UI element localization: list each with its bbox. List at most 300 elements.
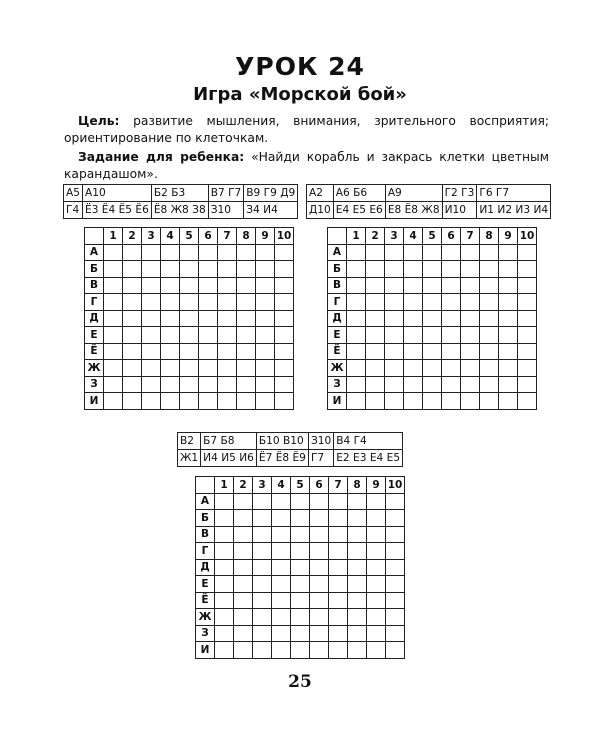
grid-cell[interactable]: [123, 261, 142, 278]
grid-cell[interactable]: [518, 376, 537, 393]
grid-cell[interactable]: [499, 327, 518, 344]
grid-cell[interactable]: [348, 543, 367, 560]
grid-cell[interactable]: [199, 261, 218, 278]
grid-cell[interactable]: [234, 592, 253, 609]
grid-cell[interactable]: [104, 261, 123, 278]
grid-cell[interactable]: [253, 576, 272, 593]
grid-cell[interactable]: [218, 343, 237, 360]
grid-cell[interactable]: [272, 592, 291, 609]
grid-cell[interactable]: [480, 343, 499, 360]
grid-cell[interactable]: [404, 376, 423, 393]
grid-cell[interactable]: [367, 526, 386, 543]
grid-cell[interactable]: [367, 609, 386, 626]
grid-cell[interactable]: [480, 327, 499, 344]
grid-cell[interactable]: [237, 244, 256, 261]
grid-cell[interactable]: [123, 327, 142, 344]
grid-cell[interactable]: [142, 261, 161, 278]
grid-cell[interactable]: [272, 543, 291, 560]
grid-cell[interactable]: [291, 609, 310, 626]
grid-cell[interactable]: [499, 277, 518, 294]
grid-cell[interactable]: [442, 310, 461, 327]
grid-cell[interactable]: [385, 393, 404, 410]
grid-cell[interactable]: [404, 393, 423, 410]
grid-cell[interactable]: [237, 294, 256, 311]
grid-cell[interactable]: [256, 261, 275, 278]
grid-cell[interactable]: [518, 343, 537, 360]
grid-cell[interactable]: [386, 625, 405, 642]
grid-cell[interactable]: [218, 376, 237, 393]
grid-cell[interactable]: [348, 609, 367, 626]
grid-cell[interactable]: [215, 642, 234, 659]
grid-cell[interactable]: [423, 310, 442, 327]
grid-cell[interactable]: [142, 277, 161, 294]
grid-cell[interactable]: [161, 294, 180, 311]
grid-cell[interactable]: [386, 493, 405, 510]
grid-cell[interactable]: [237, 393, 256, 410]
grid-cell[interactable]: [329, 576, 348, 593]
grid-cell[interactable]: [518, 277, 537, 294]
grid-cell[interactable]: [480, 310, 499, 327]
grid-cell[interactable]: [310, 625, 329, 642]
grid-cell[interactable]: [234, 559, 253, 576]
grid-cell[interactable]: [237, 343, 256, 360]
grid-cell[interactable]: [442, 327, 461, 344]
grid-cell[interactable]: [218, 327, 237, 344]
grid-cell[interactable]: [423, 294, 442, 311]
grid-cell[interactable]: [480, 244, 499, 261]
grid-cell[interactable]: [256, 294, 275, 311]
grid-cell[interactable]: [329, 592, 348, 609]
grid-cell[interactable]: [347, 393, 366, 410]
grid-cell[interactable]: [199, 277, 218, 294]
grid-cell[interactable]: [386, 642, 405, 659]
grid-cell[interactable]: [461, 327, 480, 344]
grid-cell[interactable]: [385, 360, 404, 377]
grid-cell[interactable]: [385, 343, 404, 360]
grid-cell[interactable]: [518, 294, 537, 311]
grid-cell[interactable]: [199, 360, 218, 377]
grid-cell[interactable]: [142, 327, 161, 344]
grid-cell[interactable]: [442, 294, 461, 311]
grid-cell[interactable]: [366, 360, 385, 377]
grid-cell[interactable]: [272, 642, 291, 659]
grid-cell[interactable]: [480, 393, 499, 410]
grid-cell[interactable]: [215, 526, 234, 543]
grid-cell[interactable]: [291, 543, 310, 560]
grid-cell[interactable]: [366, 393, 385, 410]
grid-cell[interactable]: [123, 277, 142, 294]
grid-cell[interactable]: [366, 376, 385, 393]
grid-cell[interactable]: [329, 642, 348, 659]
grid-cell[interactable]: [329, 625, 348, 642]
grid-cell[interactable]: [234, 543, 253, 560]
grid-cell[interactable]: [348, 642, 367, 659]
grid-cell[interactable]: [291, 510, 310, 527]
grid-cell[interactable]: [310, 642, 329, 659]
grid-cell[interactable]: [275, 343, 294, 360]
grid-cell[interactable]: [161, 327, 180, 344]
grid-cell[interactable]: [310, 609, 329, 626]
grid-cell[interactable]: [367, 510, 386, 527]
grid-cell[interactable]: [180, 343, 199, 360]
grid-cell[interactable]: [329, 559, 348, 576]
grid-cell[interactable]: [461, 310, 480, 327]
grid-cell[interactable]: [518, 244, 537, 261]
grid-cell[interactable]: [366, 310, 385, 327]
grid-cell[interactable]: [180, 277, 199, 294]
grid-cell[interactable]: [253, 642, 272, 659]
grid-cell[interactable]: [104, 244, 123, 261]
grid-cell[interactable]: [310, 510, 329, 527]
grid-cell[interactable]: [518, 360, 537, 377]
grid-cell[interactable]: [234, 576, 253, 593]
grid-cell[interactable]: [253, 526, 272, 543]
grid-cell[interactable]: [366, 244, 385, 261]
grid-cell[interactable]: [385, 277, 404, 294]
grid-cell[interactable]: [348, 510, 367, 527]
grid-cell[interactable]: [367, 493, 386, 510]
grid-cell[interactable]: [347, 327, 366, 344]
grid-cell[interactable]: [256, 343, 275, 360]
grid-cell[interactable]: [367, 592, 386, 609]
grid-cell[interactable]: [199, 310, 218, 327]
grid-cell[interactable]: [237, 376, 256, 393]
grid-cell[interactable]: [218, 393, 237, 410]
grid-cell[interactable]: [275, 277, 294, 294]
grid-cell[interactable]: [272, 526, 291, 543]
grid-cell[interactable]: [329, 493, 348, 510]
grid-cell[interactable]: [404, 277, 423, 294]
grid-cell[interactable]: [385, 327, 404, 344]
grid-cell[interactable]: [461, 261, 480, 278]
grid-cell[interactable]: [310, 559, 329, 576]
grid-cell[interactable]: [234, 526, 253, 543]
grid-cell[interactable]: [291, 526, 310, 543]
grid-cell[interactable]: [237, 277, 256, 294]
grid-cell[interactable]: [142, 376, 161, 393]
grid-cell[interactable]: [161, 360, 180, 377]
grid-cell[interactable]: [291, 642, 310, 659]
grid-cell[interactable]: [161, 244, 180, 261]
grid-cell[interactable]: [480, 261, 499, 278]
grid-cell[interactable]: [385, 261, 404, 278]
grid-cell[interactable]: [442, 393, 461, 410]
grid-cell[interactable]: [237, 327, 256, 344]
grid-cell[interactable]: [256, 277, 275, 294]
grid-cell[interactable]: [215, 592, 234, 609]
grid-cell[interactable]: [385, 294, 404, 311]
grid-cell[interactable]: [367, 576, 386, 593]
grid-cell[interactable]: [404, 327, 423, 344]
grid-cell[interactable]: [347, 376, 366, 393]
grid-cell[interactable]: [461, 343, 480, 360]
grid-cell[interactable]: [275, 360, 294, 377]
grid-cell[interactable]: [161, 261, 180, 278]
grid-cell[interactable]: [461, 393, 480, 410]
grid-cell[interactable]: [161, 376, 180, 393]
grid-cell[interactable]: [347, 294, 366, 311]
grid-cell[interactable]: [366, 261, 385, 278]
grid-cell[interactable]: [518, 261, 537, 278]
grid-cell[interactable]: [442, 376, 461, 393]
grid-cell[interactable]: [253, 493, 272, 510]
grid-cell[interactable]: [461, 294, 480, 311]
grid-cell[interactable]: [272, 559, 291, 576]
grid-cell[interactable]: [423, 327, 442, 344]
grid-cell[interactable]: [256, 244, 275, 261]
grid-cell[interactable]: [367, 642, 386, 659]
grid-cell[interactable]: [480, 360, 499, 377]
grid-cell[interactable]: [215, 625, 234, 642]
grid-cell[interactable]: [253, 510, 272, 527]
grid-cell[interactable]: [180, 244, 199, 261]
grid-cell[interactable]: [329, 609, 348, 626]
grid-cell[interactable]: [215, 543, 234, 560]
grid-cell[interactable]: [423, 277, 442, 294]
grid-cell[interactable]: [161, 343, 180, 360]
grid-cell[interactable]: [215, 510, 234, 527]
grid-cell[interactable]: [423, 261, 442, 278]
grid-cell[interactable]: [442, 261, 461, 278]
grid-cell[interactable]: [253, 559, 272, 576]
grid-cell[interactable]: [442, 277, 461, 294]
grid-cell[interactable]: [442, 360, 461, 377]
grid-cell[interactable]: [480, 376, 499, 393]
grid-cell[interactable]: [310, 576, 329, 593]
grid-cell[interactable]: [272, 493, 291, 510]
grid-cell[interactable]: [367, 625, 386, 642]
grid-cell[interactable]: [499, 310, 518, 327]
grid-cell[interactable]: [180, 294, 199, 311]
grid-cell[interactable]: [142, 244, 161, 261]
grid-cell[interactable]: [199, 294, 218, 311]
grid-cell[interactable]: [180, 376, 199, 393]
grid-cell[interactable]: [347, 310, 366, 327]
grid-cell[interactable]: [518, 327, 537, 344]
grid-cell[interactable]: [218, 244, 237, 261]
grid-cell[interactable]: [291, 592, 310, 609]
grid-cell[interactable]: [291, 576, 310, 593]
grid-cell[interactable]: [180, 310, 199, 327]
grid-cell[interactable]: [347, 360, 366, 377]
grid-cell[interactable]: [291, 493, 310, 510]
grid-cell[interactable]: [386, 609, 405, 626]
grid-cell[interactable]: [366, 294, 385, 311]
grid-cell[interactable]: [142, 393, 161, 410]
grid-cell[interactable]: [237, 360, 256, 377]
grid-cell[interactable]: [218, 294, 237, 311]
grid-cell[interactable]: [161, 277, 180, 294]
grid-cell[interactable]: [386, 559, 405, 576]
grid-cell[interactable]: [253, 592, 272, 609]
grid-cell[interactable]: [234, 493, 253, 510]
grid-cell[interactable]: [461, 244, 480, 261]
grid-cell[interactable]: [275, 261, 294, 278]
grid-cell[interactable]: [347, 343, 366, 360]
grid-cell[interactable]: [142, 360, 161, 377]
grid-cell[interactable]: [385, 310, 404, 327]
grid-cell[interactable]: [291, 559, 310, 576]
grid-cell[interactable]: [499, 360, 518, 377]
grid-cell[interactable]: [215, 609, 234, 626]
grid-cell[interactable]: [272, 625, 291, 642]
grid-cell[interactable]: [461, 277, 480, 294]
grid-cell[interactable]: [253, 609, 272, 626]
grid-cell[interactable]: [215, 576, 234, 593]
grid-cell[interactable]: [104, 343, 123, 360]
grid-cell[interactable]: [347, 261, 366, 278]
grid-cell[interactable]: [367, 559, 386, 576]
grid-cell[interactable]: [104, 393, 123, 410]
grid-cell[interactable]: [366, 343, 385, 360]
grid-cell[interactable]: [386, 526, 405, 543]
grid-cell[interactable]: [310, 493, 329, 510]
grid-cell[interactable]: [256, 376, 275, 393]
grid-cell[interactable]: [123, 393, 142, 410]
grid-cell[interactable]: [142, 343, 161, 360]
grid-cell[interactable]: [237, 310, 256, 327]
grid-cell[interactable]: [499, 294, 518, 311]
grid-cell[interactable]: [180, 393, 199, 410]
grid-cell[interactable]: [218, 261, 237, 278]
grid-cell[interactable]: [310, 526, 329, 543]
grid-cell[interactable]: [272, 510, 291, 527]
grid-cell[interactable]: [234, 642, 253, 659]
grid-cell[interactable]: [291, 625, 310, 642]
grid-cell[interactable]: [104, 294, 123, 311]
grid-cell[interactable]: [104, 310, 123, 327]
grid-cell[interactable]: [386, 510, 405, 527]
grid-cell[interactable]: [310, 592, 329, 609]
grid-cell[interactable]: [386, 576, 405, 593]
grid-cell[interactable]: [423, 343, 442, 360]
grid-cell[interactable]: [123, 360, 142, 377]
grid-cell[interactable]: [275, 310, 294, 327]
grid-cell[interactable]: [142, 294, 161, 311]
grid-cell[interactable]: [275, 244, 294, 261]
grid-cell[interactable]: [348, 625, 367, 642]
grid-cell[interactable]: [180, 261, 199, 278]
grid-cell[interactable]: [404, 360, 423, 377]
grid-cell[interactable]: [499, 376, 518, 393]
grid-cell[interactable]: [215, 493, 234, 510]
grid-cell[interactable]: [275, 327, 294, 344]
grid-cell[interactable]: [199, 327, 218, 344]
grid-cell[interactable]: [329, 510, 348, 527]
grid-cell[interactable]: [253, 543, 272, 560]
grid-cell[interactable]: [161, 310, 180, 327]
grid-cell[interactable]: [329, 526, 348, 543]
grid-cell[interactable]: [499, 244, 518, 261]
grid-cell[interactable]: [104, 376, 123, 393]
grid-cell[interactable]: [123, 343, 142, 360]
grid-cell[interactable]: [518, 310, 537, 327]
grid-cell[interactable]: [234, 609, 253, 626]
grid-cell[interactable]: [423, 376, 442, 393]
grid-cell[interactable]: [272, 609, 291, 626]
grid-cell[interactable]: [404, 294, 423, 311]
grid-cell[interactable]: [275, 393, 294, 410]
grid-cell[interactable]: [348, 559, 367, 576]
grid-cell[interactable]: [347, 244, 366, 261]
grid-cell[interactable]: [386, 592, 405, 609]
grid-cell[interactable]: [256, 310, 275, 327]
grid-cell[interactable]: [123, 294, 142, 311]
grid-cell[interactable]: [234, 625, 253, 642]
grid-cell[interactable]: [199, 244, 218, 261]
grid-cell[interactable]: [123, 376, 142, 393]
grid-cell[interactable]: [348, 526, 367, 543]
grid-cell[interactable]: [385, 244, 404, 261]
grid-cell[interactable]: [199, 343, 218, 360]
grid-cell[interactable]: [461, 360, 480, 377]
grid-cell[interactable]: [215, 559, 234, 576]
grid-cell[interactable]: [123, 310, 142, 327]
grid-cell[interactable]: [518, 393, 537, 410]
grid-cell[interactable]: [237, 261, 256, 278]
grid-cell[interactable]: [404, 310, 423, 327]
grid-cell[interactable]: [104, 360, 123, 377]
grid-cell[interactable]: [404, 261, 423, 278]
grid-cell[interactable]: [385, 376, 404, 393]
grid-cell[interactable]: [180, 360, 199, 377]
grid-cell[interactable]: [499, 261, 518, 278]
grid-cell[interactable]: [275, 376, 294, 393]
grid-cell[interactable]: [218, 310, 237, 327]
grid-cell[interactable]: [442, 244, 461, 261]
grid-cell[interactable]: [256, 393, 275, 410]
grid-cell[interactable]: [461, 376, 480, 393]
grid-cell[interactable]: [123, 244, 142, 261]
grid-cell[interactable]: [218, 360, 237, 377]
grid-cell[interactable]: [366, 327, 385, 344]
grid-cell[interactable]: [329, 543, 348, 560]
grid-cell[interactable]: [423, 244, 442, 261]
grid-cell[interactable]: [104, 327, 123, 344]
grid-cell[interactable]: [347, 277, 366, 294]
grid-cell[interactable]: [180, 327, 199, 344]
grid-cell[interactable]: [499, 343, 518, 360]
grid-cell[interactable]: [348, 592, 367, 609]
grid-cell[interactable]: [480, 277, 499, 294]
grid-cell[interactable]: [253, 625, 272, 642]
grid-cell[interactable]: [104, 277, 123, 294]
grid-cell[interactable]: [348, 576, 367, 593]
grid-cell[interactable]: [404, 343, 423, 360]
grid-cell[interactable]: [480, 294, 499, 311]
grid-cell[interactable]: [161, 393, 180, 410]
grid-cell[interactable]: [199, 376, 218, 393]
grid-cell[interactable]: [423, 360, 442, 377]
grid-cell[interactable]: [442, 343, 461, 360]
grid-cell[interactable]: [275, 294, 294, 311]
grid-cell[interactable]: [199, 393, 218, 410]
grid-cell[interactable]: [256, 360, 275, 377]
grid-cell[interactable]: [499, 393, 518, 410]
grid-cell[interactable]: [366, 277, 385, 294]
grid-cell[interactable]: [218, 277, 237, 294]
grid-cell[interactable]: [348, 493, 367, 510]
grid-cell[interactable]: [367, 543, 386, 560]
grid-cell[interactable]: [142, 310, 161, 327]
grid-cell[interactable]: [386, 543, 405, 560]
grid-cell[interactable]: [310, 543, 329, 560]
grid-cell[interactable]: [423, 393, 442, 410]
grid-cell[interactable]: [256, 327, 275, 344]
grid-cell[interactable]: [404, 244, 423, 261]
grid-cell[interactable]: [272, 576, 291, 593]
grid-cell[interactable]: [234, 510, 253, 527]
